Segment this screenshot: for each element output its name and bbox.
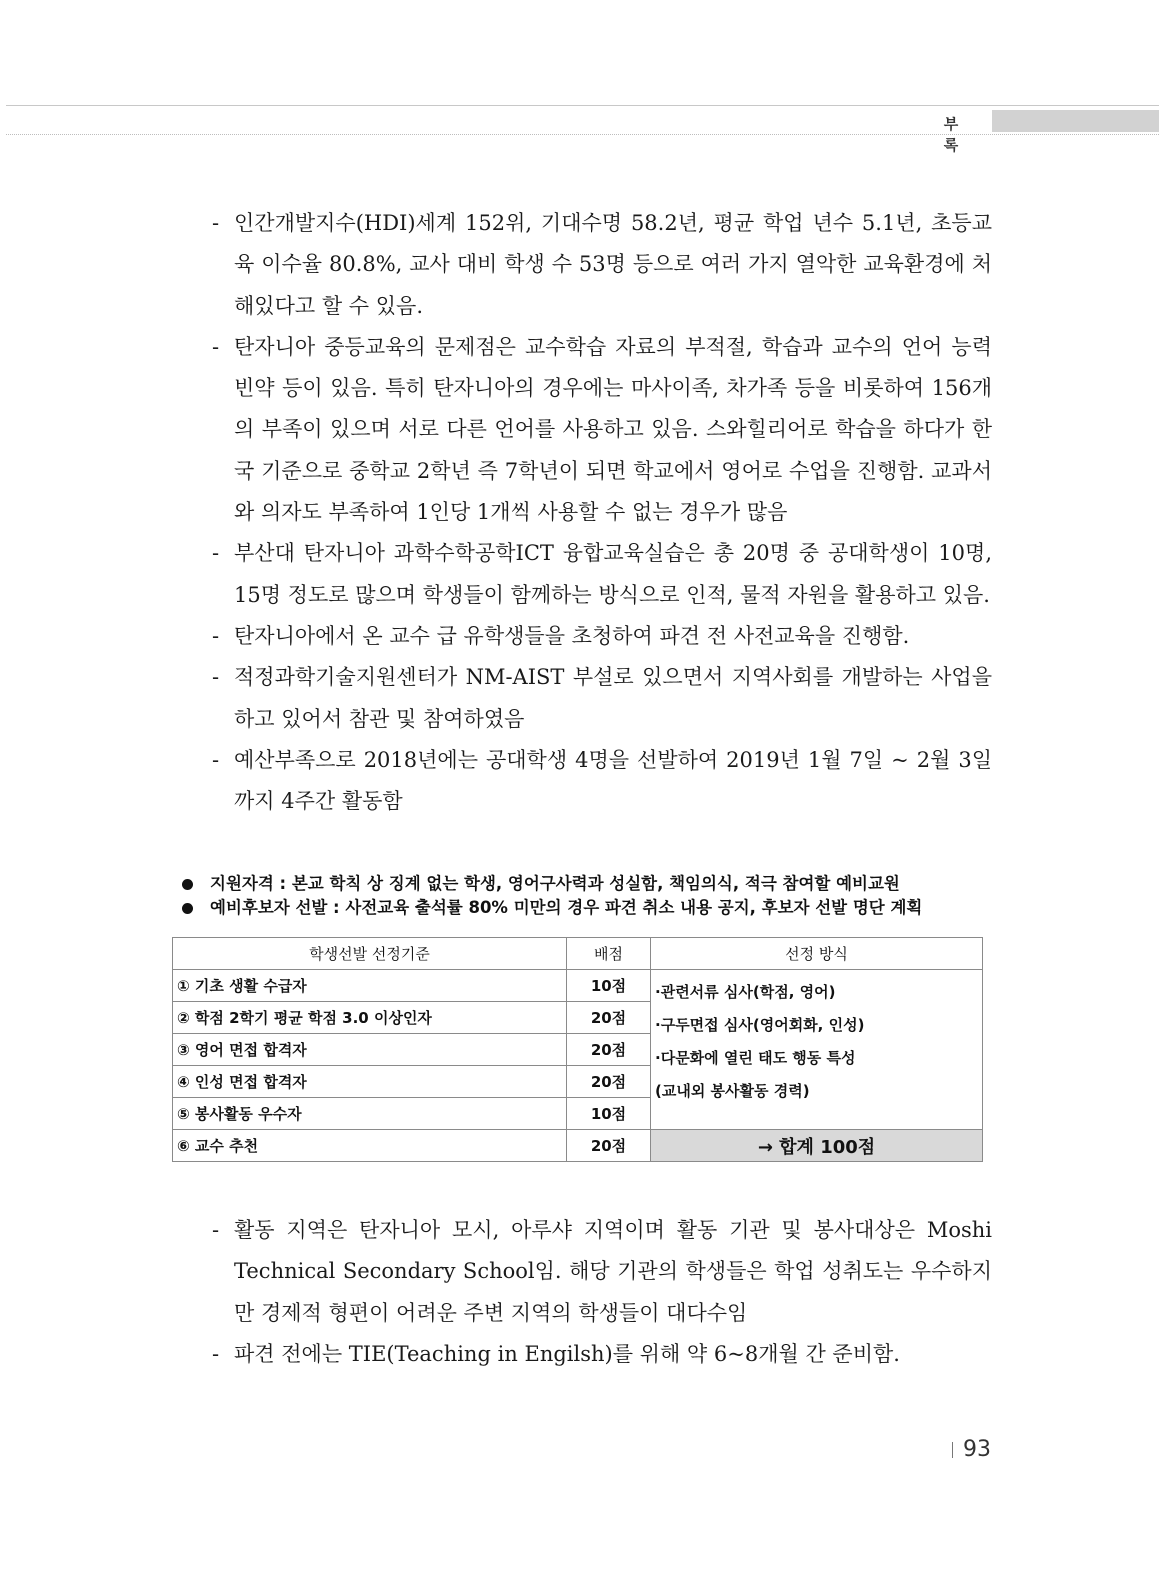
table-row (173, 1130, 983, 1162)
list-item: - 파견 전에는 TIE(Teaching in Engilsh)를 위해 약 6~8개월 간 준비함. (212, 1341, 900, 1366)
header-dotted-rule (6, 134, 1159, 135)
list-item: - 탄자니아 중등교육의 문제점은 교수학습 자료의 부적절, 학습과 교수의 언어 능력 빈약 등이 있음. 특히 탄자니아의 경우에는 마사이족, 차가족 등을 비롯하여 156개의 부족이 있으며 서로 다른 언어를 사용하고 있음. 스와힐리어로 학습을 하다가 한국 기준으로 중학교 2학년 즉 7학년이 되면 학교에서 영어로 수업을 진행함. 교과서와 의자도 부족하여 1인당 1개씩 사용할 수 없는 경우가 많음 (212, 334, 992, 525)
table-header-row (173, 938, 983, 970)
score-cell: 10점 (567, 970, 651, 1002)
list-item: - 적정과학기술지원센터가 NM-AIST 부설로 있으면서 지역사회를 개발하는 사업을 하고 있어서 참관 및 참여하였음 (212, 665, 992, 731)
criteria-list (180, 872, 980, 920)
page-number: 93 (952, 1437, 991, 1462)
method-line: ·다문화에 열린 태도 행동 특성 (655, 1049, 856, 1067)
column-header: 선정 방식 (651, 938, 983, 970)
section-label: 부 록 (943, 115, 973, 154)
method-line: ·구두면접 심사(영어회화, 인성) (655, 1016, 865, 1034)
list-item: - 활동 지역은 탄자니아 모시, 아루샤 지역이며 활동 기관 및 봉사대상은 Moshi Technical Secondary School임. 해당 기관의 학생들은 학업 성취도는 우수하지만 경제적 형편이 어려운 주변 지역의 학생들이 대다수임 (212, 1218, 992, 1325)
list-item: - 예산부족으로 2018년에는 공대학생 4명을 선발하여 2019년 1월 7일 ~ 2월 3일까지 4주간 활동함 (212, 747, 992, 814)
column-header: 배점 (567, 938, 651, 970)
method-line: (교내외 봉사활동 경력) (655, 1082, 810, 1100)
method-line: ·관련서류 심사(학점, 영어) (655, 983, 836, 1001)
method-cell (651, 970, 983, 1130)
table-row (173, 970, 983, 1002)
selection-table (172, 937, 983, 1162)
header-bar (992, 110, 1159, 132)
total-cell: → 합계 100점 (651, 1130, 983, 1162)
score-cell: 20점 (567, 1002, 651, 1034)
criterion-cell: ⑥ 교수 추천 (173, 1130, 567, 1162)
score-cell: 10점 (567, 1098, 651, 1130)
header-rule (6, 105, 1159, 106)
bullet-list-bottom (212, 1210, 992, 1375)
list-item: - 탄자니아에서 온 교수 급 유학생들을 초청하여 파견 전 사전교육을 진행함. (212, 623, 910, 648)
list-item: - 부산대 탄자니아 과학수학공학ICT 융합교육실습은 총 20명 중 공대학생이 10명, 15명 정도로 많으며 학생들이 함께하는 방식으로 인적, 물적 자원을 활용하고 있음. (212, 541, 992, 607)
criterion-cell: ④ 인성 면접 합격자 (173, 1066, 567, 1098)
bullet-dot-icon (182, 879, 193, 890)
bullet-list-top (212, 203, 992, 822)
criteria-eligibility: 지원자격 : 본교 학칙 상 징계 없는 학생, 영어구사력과 성실함, 책임의식, 적극 참여할 예비교원 (180, 872, 980, 896)
score-cell: 20점 (567, 1066, 651, 1098)
column-header: 학생선발 선정기준 (173, 938, 567, 970)
score-cell: 20점 (567, 1034, 651, 1066)
criterion-cell: ⑤ 봉사활동 우수자 (173, 1098, 567, 1130)
criteria-selection: 예비후보자 선발 : 사전교육 출석률 80% 미만의 경우 파견 취소 내용 공지, 후보자 선발 명단 계획 (180, 896, 980, 920)
criterion-cell: ③ 영어 면접 합격자 (173, 1034, 567, 1066)
criterion-cell: ② 학점 2학기 평균 학점 3.0 이상인자 (173, 1002, 567, 1034)
score-cell: 20점 (567, 1130, 651, 1162)
page-number-divider (952, 1442, 953, 1458)
list-item: - 인간개발지수(HDI)세계 152위, 기대수명 58.2년, 평균 학업 년수 5.1년, 초등교육 이수율 80.8%, 교사 대비 학생 수 53명 등으로 여러 가지 열악한 교육환경에 처해있다고 할 수 있음. (212, 211, 992, 318)
bullet-dot-icon (182, 903, 193, 914)
criterion-cell: ① 기초 생활 수급자 (173, 970, 567, 1002)
